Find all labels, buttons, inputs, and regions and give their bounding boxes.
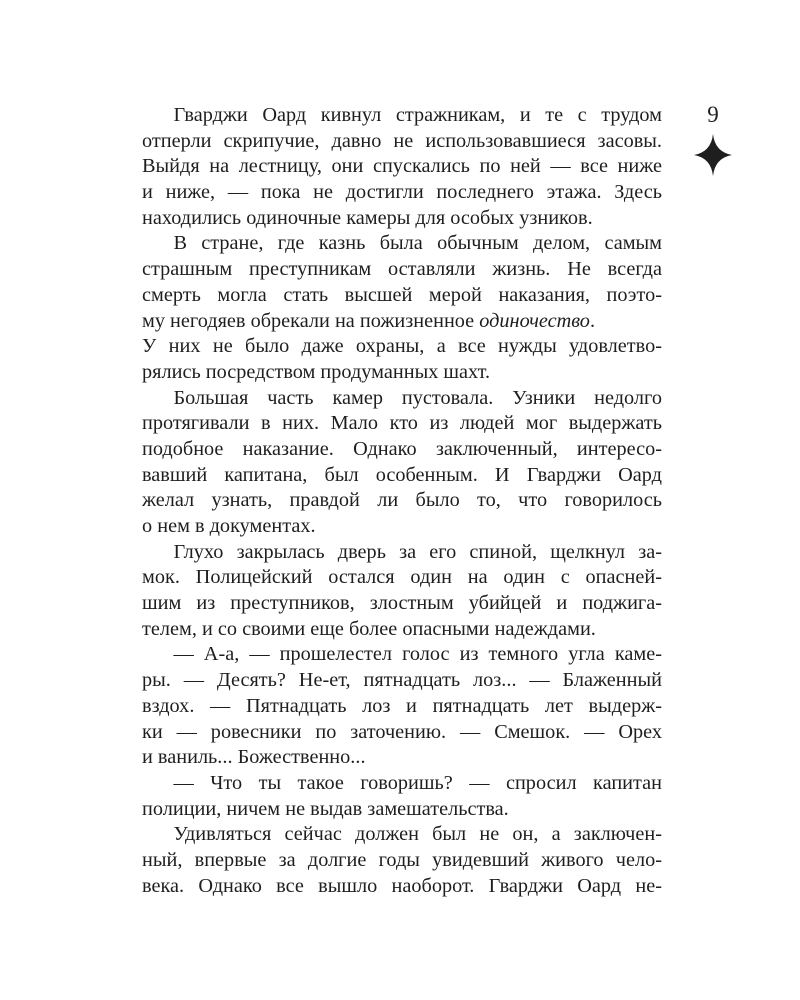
text-line: У них не было даже охраны, а все нужды удовлетво- bbox=[142, 335, 662, 358]
text-segment: . bbox=[589, 309, 596, 332]
text-line: находились одиночные камеры для особых узников. bbox=[142, 206, 593, 229]
text-segment: му негодяев обрекали на пожизненное bbox=[142, 309, 480, 332]
text-line: телем, и со своими еще более опасными надеждами. bbox=[142, 617, 596, 640]
text-line: и ниже, — пока не достигли последнего этажа. Здесь bbox=[142, 181, 662, 204]
text-line: смерть могла стать высшей мерой наказания, поэто- bbox=[142, 283, 662, 306]
text-line: вавший капитана, был особенным. И Гварджи Оард bbox=[142, 463, 662, 486]
text-line: полиции, ничем не выдав замешательства. bbox=[142, 797, 509, 820]
text-line: вздох. — Пятнадцать лоз и пятнадцать лет выдерж- bbox=[142, 694, 662, 717]
text-line: Гварджи Оард кивнул стражникам, и те с трудом bbox=[173, 104, 662, 126]
text-line: Выйдя на лестницу, они спускались по ней — все ниже bbox=[142, 155, 662, 178]
four-point-star-icon bbox=[694, 134, 732, 176]
text-line: В стране, где казнь была обычным делом, самым bbox=[173, 232, 662, 255]
text-line: века. Однако все вышло наоборот. Гварджи Оард не- bbox=[142, 874, 662, 897]
text-line: рялись посредством продуманных шахт. bbox=[142, 360, 491, 383]
text-line: подобное наказание. Однако заключенный, интересо- bbox=[142, 437, 662, 460]
text-line: протягивали в них. Мало кто из людей мог выдержать bbox=[142, 412, 662, 435]
text-line: страшным преступникам оставляли жизнь. Не всегда bbox=[142, 258, 662, 281]
text-line: шим из преступников, злостным убийцей и поджига- bbox=[142, 592, 662, 615]
page-number: 9 bbox=[707, 102, 719, 127]
text-line: ки — ровесники по заточению. — Смешок. — Орех bbox=[142, 720, 662, 743]
text-line: ры. — Десять? Не-ет, пятнадцать лоз... — Блаженный bbox=[142, 669, 662, 692]
text-line: Глухо закрылась дверь за его спиной, щелкнул за- bbox=[173, 540, 662, 563]
italic-word: одиночество bbox=[479, 309, 590, 332]
text-line bbox=[142, 309, 662, 335]
text-line: — А-а, — прошелестел голос из темного угла каме- bbox=[173, 643, 662, 666]
text-line: Удивляться сейчас должен был не он, а заключен- bbox=[173, 823, 662, 846]
text-line: о нем в документах. bbox=[142, 515, 316, 537]
text-line: — Что ты такое говоришь? — спросил капитан bbox=[173, 771, 662, 794]
text-line: мок. Полицейский остался один на один с опасней- bbox=[142, 566, 662, 589]
text-line: и ваниль... Божественно... bbox=[142, 746, 366, 769]
text-line: отперли скрипучие, давно не использовавшиеся засовы. bbox=[142, 129, 662, 152]
body-text bbox=[142, 103, 662, 899]
text-line: Большая часть камер пустовала. Узники недолго bbox=[173, 386, 662, 409]
text-line: желал узнать, правдой ли было то, что говорилось bbox=[142, 489, 662, 512]
text-line: ный, впервые за долгие годы увидевший живого чело- bbox=[142, 848, 662, 871]
